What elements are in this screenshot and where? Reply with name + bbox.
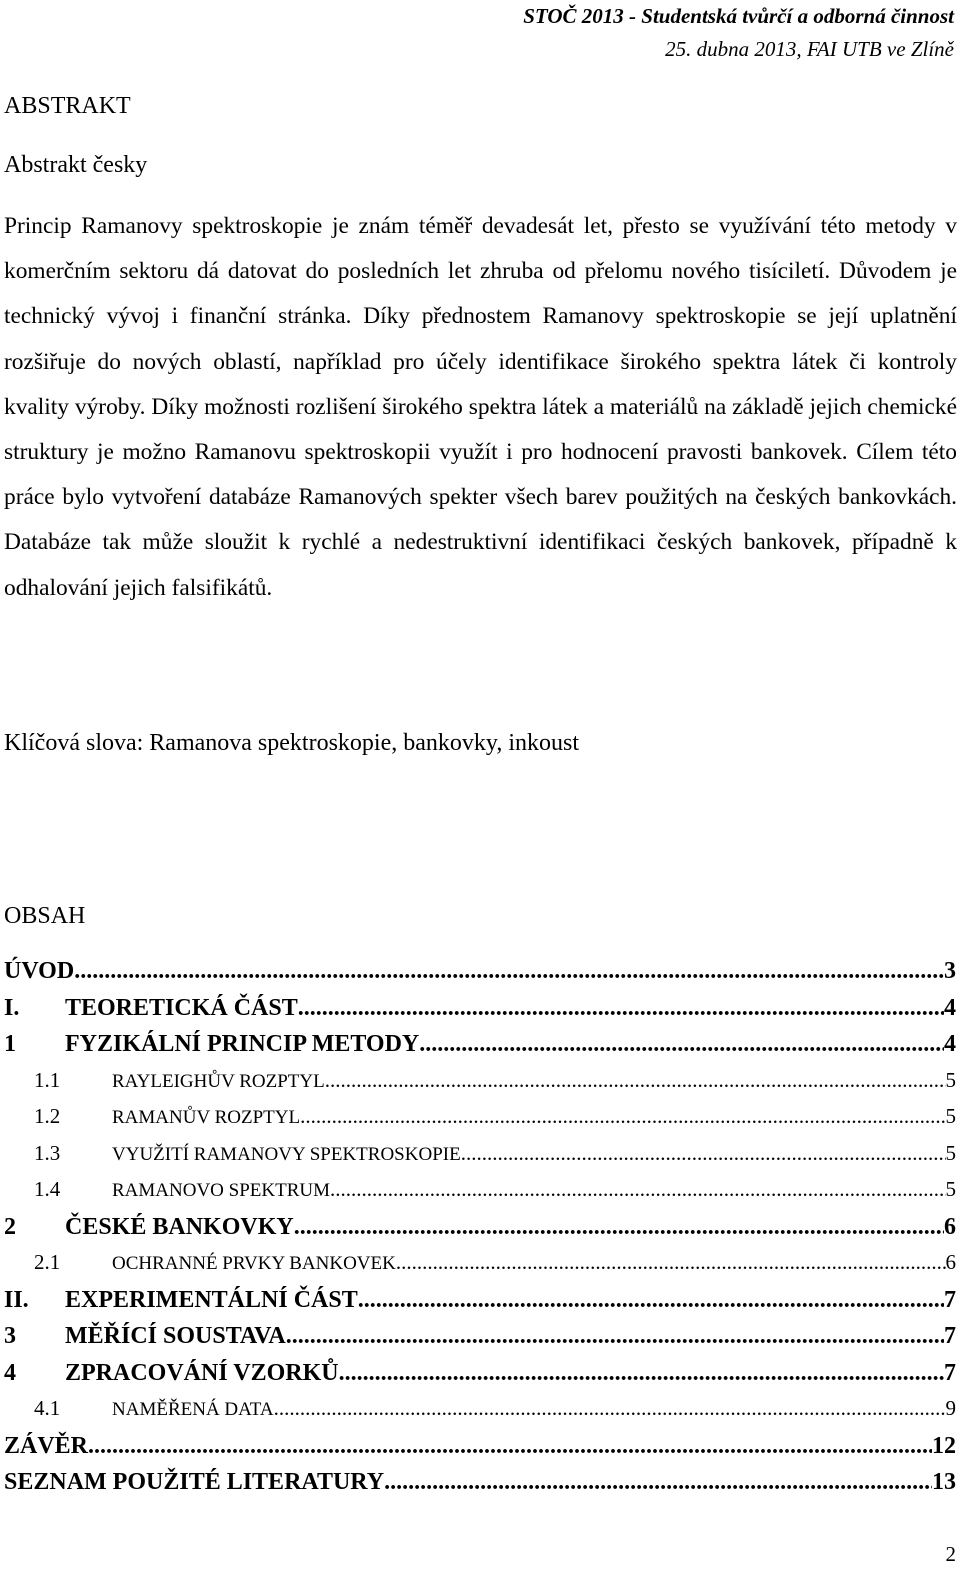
toc-entry-number: 1.2 [34, 1104, 61, 1128]
toc-entry-title: ZPRACOVÁNÍ VZORKŮ [65, 1359, 339, 1386]
toc-entry-title: VYUŽITÍ RAMANOVY SPEKTROSKOPIE [112, 1143, 461, 1165]
toc-entry-leader [396, 1250, 946, 1275]
toc-entry-leader [330, 1177, 946, 1202]
toc-entry-leader [74, 958, 944, 985]
toc-entry-page: 6 [944, 1213, 956, 1240]
toc-entry[interactable] [4, 1360, 956, 1397]
toc-entry[interactable] [4, 1323, 956, 1360]
toc-entry-title: SEZNAM POUŽITÉ LITERATURY [4, 1469, 385, 1495]
toc-entry[interactable] [4, 1031, 956, 1068]
toc-entry-number: 1.3 [34, 1140, 61, 1165]
toc-entry[interactable] [4, 1214, 956, 1251]
toc-entry-page: 7 [944, 1323, 956, 1349]
toc-entry-title: NAMĚŘENÁ DATA [112, 1399, 274, 1420]
toc-entry[interactable] [4, 1068, 956, 1105]
toc-entry-number: 3 [4, 1323, 16, 1349]
toc-entry[interactable] [4, 1141, 956, 1178]
toc-entry-page: 4 [944, 1031, 956, 1057]
toc-entry-leader [274, 1396, 946, 1421]
toc-entry-page: 5 [945, 1177, 956, 1201]
toc-entry[interactable] [4, 1396, 956, 1433]
toc-heading: OBSAH [4, 903, 86, 929]
toc-entry-number: 4.1 [34, 1396, 61, 1420]
toc-entry-title: EXPERIMENTÁLNÍ ČÁST [65, 1286, 358, 1313]
toc-entry[interactable] [4, 1250, 956, 1287]
toc-entry-number: II. [4, 1286, 29, 1313]
toc-entry-page: 4 [944, 994, 956, 1021]
toc-entry[interactable] [4, 995, 956, 1032]
toc-entry-number: 1.1 [34, 1067, 61, 1092]
header-conference-date: 25. dubna 2013, FAI UTB ve Zlíně [665, 37, 954, 61]
toc-entry-page: 5 [945, 1104, 956, 1128]
toc-entry[interactable] [4, 1469, 956, 1506]
toc-entry[interactable] [4, 1433, 956, 1470]
toc-entry-title: ZÁVĚR [4, 1432, 89, 1459]
toc-entry-number: 1 [4, 1031, 16, 1057]
toc-entry-number: I. [4, 994, 20, 1021]
toc-entry-title: MĚŘÍCÍ SOUSTAVA [65, 1323, 286, 1349]
toc-entry[interactable] [4, 958, 956, 995]
toc-entry-leader [339, 1360, 944, 1387]
toc-entry-leader [461, 1141, 946, 1166]
toc-entry-leader [286, 1323, 944, 1350]
keywords: Klíčová slova: Ramanova spektroskopie, bankovky, inkoust [4, 730, 580, 756]
toc-entry-number: 4 [4, 1359, 16, 1386]
toc-entry[interactable] [4, 1287, 956, 1324]
toc-entry-leader [88, 1433, 932, 1460]
abstract-subheading: Abstrakt česky [4, 152, 148, 178]
page-number: 2 [945, 1542, 956, 1566]
toc-entry[interactable] [4, 1104, 956, 1141]
toc-entry-leader [358, 1287, 944, 1314]
toc-entry-leader [384, 1469, 932, 1496]
toc-entry-page: 7 [944, 1286, 956, 1313]
toc-entry-title: FYZIKÁLNÍ PRINCIP METODY [65, 1031, 420, 1057]
toc-entry[interactable] [4, 1177, 956, 1214]
toc-entry-leader [419, 1031, 944, 1058]
toc-entry-title: TEORETICKÁ ČÁST [65, 994, 298, 1021]
toc-entry-page: 6 [945, 1250, 956, 1274]
toc-entry-page: 5 [945, 1067, 956, 1092]
toc-entry-title: OCHRANNÉ PRVKY BANKOVEK [112, 1253, 396, 1274]
toc-entry-title: ČESKÉ BANKOVKY [65, 1213, 294, 1240]
toc-entry-leader [300, 1104, 945, 1129]
toc-entry-page: 7 [944, 1359, 956, 1386]
toc-entry-title: ÚVOD [4, 958, 75, 984]
abstract-heading: ABSTRAKT [4, 93, 131, 119]
toc-entry-number: 1.4 [34, 1177, 61, 1201]
toc-entry-page: 5 [945, 1140, 956, 1165]
toc-entry-number: 2.1 [34, 1250, 61, 1274]
toc-entry-page: 9 [945, 1396, 956, 1420]
header-conference-title: STOČ 2013 - Studentská tvůrčí a odborná činnost [523, 4, 954, 28]
table-of-contents [4, 958, 956, 1506]
toc-entry-title: RAMANŮV ROZPTYL [112, 1107, 301, 1128]
toc-entry-leader [294, 1214, 944, 1241]
toc-entry-page: 13 [932, 1469, 956, 1495]
abstract-text: Princip Ramanovy spektroskopie je znám téměř devadesát let, přesto se využívání této metody v komerčním sektoru dá datovat do posledních let zhruba od přelomu nového tisíciletí. Důvodem je technický vývoj i finanční stránka. Díky přednostem Ramanovy spektroskopie se její uplatnění rozšiřuje do nových oblastí, například pro účely identifikace širokého spektra látek či kontroly kvality výroby. Díky možnosti rozlišení širokého spektra látek a materiálů na základě jejich chemické struktury je možno Ramanovu spektroskopii využít i pro hodnocení pravosti bankovek. Cílem této práce bylo vytvoření databáze Ramanových spekter všech barev použitých na českých bankovkách. Databáze tak může sloužit k rychlé a nedestruktivní identifikaci českých bankovek, případně k odhalování jejich falsifikátů. [4, 213, 957, 601]
toc-entry-leader [298, 995, 944, 1022]
toc-entry-title: RAMANOVO SPEKTRUM [112, 1180, 330, 1201]
toc-entry-leader [325, 1068, 946, 1093]
toc-entry-page: 12 [932, 1432, 956, 1459]
toc-entry-number: 2 [4, 1213, 16, 1240]
toc-entry-title: RAYLEIGHŮV ROZPTYL [112, 1070, 325, 1092]
toc-entry-page: 3 [944, 958, 956, 984]
